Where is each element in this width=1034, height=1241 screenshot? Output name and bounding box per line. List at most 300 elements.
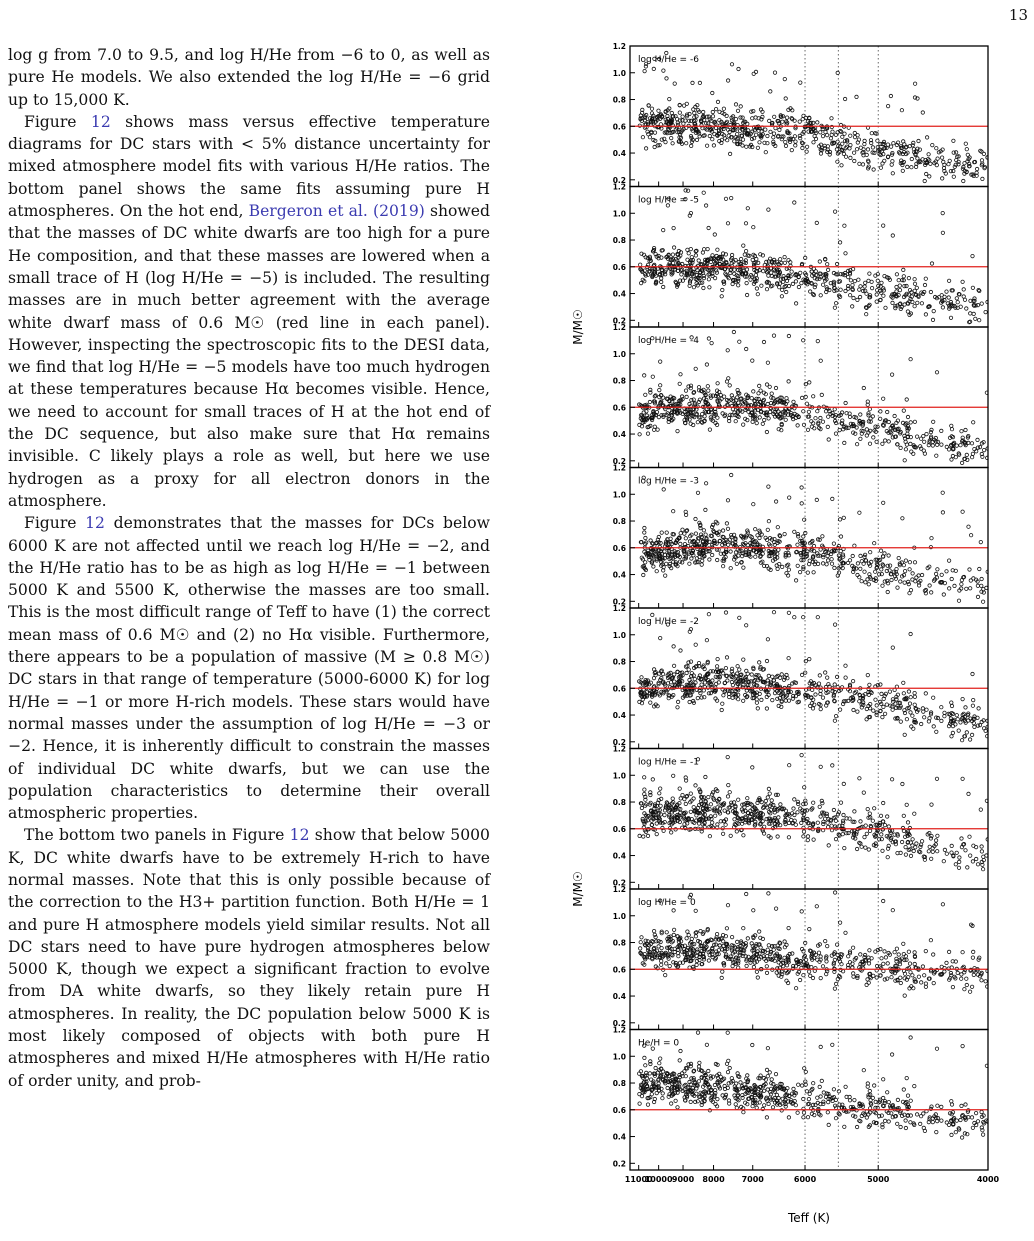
data-point: [960, 739, 963, 742]
data-point: [728, 791, 731, 794]
data-point: [821, 562, 824, 565]
data-point: [924, 692, 927, 695]
data-point: [814, 137, 817, 140]
data-point: [903, 581, 906, 584]
data-point: [768, 410, 771, 413]
data-point: [893, 414, 896, 417]
data-point: [687, 668, 690, 671]
data-point: [943, 711, 946, 714]
data-point: [702, 529, 705, 532]
data-point: [932, 696, 935, 699]
data-point: [830, 562, 833, 565]
data-point: [904, 845, 907, 848]
data-point: [844, 676, 847, 679]
data-point: [902, 692, 905, 695]
data-point: [776, 567, 779, 570]
data-point: [964, 142, 967, 145]
data-point: [961, 510, 964, 513]
data-point: [958, 856, 961, 859]
data-point: [920, 573, 923, 576]
data-point: [705, 639, 708, 642]
data-point: [862, 791, 865, 794]
data-point: [694, 935, 697, 938]
data-point: [981, 600, 984, 603]
data-point: [917, 975, 920, 978]
data-point: [840, 130, 843, 133]
data-point: [974, 317, 977, 320]
data-point: [883, 439, 886, 442]
data-point: [948, 159, 951, 162]
data-point: [968, 990, 971, 993]
data-point: [784, 418, 787, 421]
citation-link[interactable]: 12: [290, 826, 310, 844]
y-tick-label: 1.2: [613, 464, 626, 473]
data-point: [796, 424, 799, 427]
data-point: [879, 410, 882, 413]
data-point: [760, 284, 763, 287]
data-point: [821, 134, 824, 137]
data-point: [812, 141, 815, 144]
data-point: [874, 698, 877, 701]
scatter-points: [638, 51, 989, 182]
data-point: [917, 139, 920, 142]
data-point: [879, 417, 882, 420]
data-point: [931, 444, 934, 447]
data-point: [945, 570, 948, 573]
data-point: [804, 958, 807, 961]
y-tick-label: 0.2: [613, 457, 626, 466]
text-run: shows mass versus effective temperature diagrams for DC stars with < 5% distance uncertainty for mixed atmosphere model fits with various H/He ratios. The bottom panel shows the same fits assuming pure H atmospheres. On the hot end,: [8, 113, 490, 220]
data-point: [708, 558, 711, 561]
data-point: [866, 148, 869, 151]
data-point: [930, 262, 933, 265]
data-point: [644, 393, 647, 396]
data-point: [693, 677, 696, 680]
data-point: [780, 295, 783, 298]
data-point: [820, 799, 823, 802]
data-point: [793, 798, 796, 801]
data-point: [722, 694, 725, 697]
data-point: [756, 707, 759, 710]
data-point: [742, 658, 745, 661]
y-tick-label: 0.4: [613, 430, 626, 439]
data-point: [911, 714, 914, 717]
data-point: [796, 543, 799, 546]
data-point: [929, 837, 932, 840]
data-point: [858, 288, 861, 291]
data-point: [673, 82, 676, 85]
data-point: [909, 854, 912, 857]
data-point: [682, 104, 685, 107]
data-point: [688, 700, 691, 703]
data-point: [664, 574, 667, 577]
data-point: [644, 536, 647, 539]
data-point: [856, 710, 859, 713]
data-point: [932, 981, 935, 984]
data-point: [910, 725, 913, 728]
data-point: [831, 764, 834, 767]
data-point: [772, 611, 775, 614]
figure-panel: [613, 183, 989, 328]
data-point: [940, 429, 943, 432]
citation-link[interactable]: Bergeron et al. (2019): [249, 202, 425, 220]
data-point: [925, 708, 928, 711]
data-point: [778, 128, 781, 131]
data-point: [765, 659, 768, 662]
data-point: [733, 140, 736, 143]
data-point: [851, 305, 854, 308]
data-point: [700, 683, 703, 686]
data-point: [849, 156, 852, 159]
data-point: [984, 980, 987, 983]
data-point: [890, 163, 893, 166]
data-point: [638, 433, 641, 436]
data-point: [950, 701, 953, 704]
data-point: [956, 718, 959, 721]
data-point: [707, 337, 710, 340]
data-point: [777, 816, 780, 819]
data-point: [833, 719, 836, 722]
data-point: [689, 810, 692, 813]
data-point: [656, 428, 659, 431]
data-point: [730, 473, 733, 476]
data-point: [839, 801, 842, 804]
data-point: [751, 359, 754, 362]
data-point: [643, 526, 646, 529]
data-point: [897, 556, 900, 559]
data-point: [870, 280, 873, 283]
data-point: [913, 695, 916, 698]
data-point: [924, 588, 927, 591]
citation-link[interactable]: 12: [85, 514, 105, 532]
data-point: [763, 418, 766, 421]
data-point: [769, 90, 772, 93]
data-point: [941, 231, 944, 234]
data-point: [916, 157, 919, 160]
data-point: [671, 797, 674, 800]
data-point: [800, 281, 803, 284]
data-point: [852, 296, 855, 299]
data-point: [882, 501, 885, 504]
y-tick-label: 0.4: [613, 571, 626, 580]
data-point: [794, 987, 797, 990]
y-tick-label: 1.2: [613, 604, 626, 613]
data-point: [905, 718, 908, 721]
data-point: [654, 394, 657, 397]
data-point: [694, 784, 697, 787]
data-point: [844, 252, 847, 255]
data-point: [704, 533, 707, 536]
data-point: [738, 340, 741, 343]
data-point: [793, 530, 796, 533]
data-point: [899, 720, 902, 723]
data-point: [741, 144, 744, 147]
data-point: [833, 566, 836, 569]
data-point: [642, 835, 645, 838]
data-point: [853, 810, 856, 813]
data-point: [906, 821, 909, 824]
data-point: [825, 563, 828, 566]
data-point: [777, 548, 780, 551]
data-point: [679, 532, 682, 535]
data-point: [774, 500, 777, 503]
data-point: [694, 643, 697, 646]
y-tick-label: 1.2: [613, 323, 626, 332]
data-point: [851, 679, 854, 682]
data-point: [702, 191, 705, 194]
data-point: [940, 719, 943, 722]
data-point: [927, 850, 930, 853]
data-point: [970, 442, 973, 445]
data-point: [793, 201, 796, 204]
data-point: [685, 671, 688, 674]
data-point: [694, 532, 697, 535]
data-point: [971, 286, 974, 289]
data-point: [784, 140, 787, 143]
data-point: [767, 274, 770, 277]
data-point: [737, 798, 740, 801]
data-point: [648, 400, 651, 403]
paragraph: [8, 44, 490, 111]
data-point: [980, 979, 983, 982]
data-point: [915, 842, 918, 845]
data-point: [913, 282, 916, 285]
y-tick-label: 0.2: [613, 176, 626, 185]
data-point: [866, 807, 869, 810]
data-point: [678, 111, 681, 114]
data-point: [785, 290, 788, 293]
data-point: [794, 144, 797, 147]
data-point: [908, 568, 911, 571]
data-point: [982, 448, 985, 451]
data-point: [668, 964, 671, 967]
data-point: [714, 814, 717, 817]
y-tick-label: 0.4: [613, 149, 626, 158]
data-point: [761, 422, 764, 425]
data-point: [671, 142, 674, 145]
data-point: [858, 777, 861, 780]
data-point: [784, 144, 787, 147]
data-point: [965, 587, 968, 590]
data-point: [836, 160, 839, 163]
data-point: [780, 673, 783, 676]
data-point: [648, 136, 651, 139]
data-point: [860, 845, 863, 848]
y-tick-label: 1.0: [613, 490, 626, 499]
data-point: [922, 449, 925, 452]
data-point: [805, 145, 808, 148]
data-point: [652, 929, 655, 932]
data-point: [955, 851, 958, 854]
data-point: [800, 558, 803, 561]
data-point: [659, 360, 662, 363]
data-point: [966, 866, 969, 869]
data-point: [880, 281, 883, 284]
data-point: [842, 782, 845, 785]
y-tick-label: 1.2: [613, 745, 626, 754]
data-point: [702, 274, 705, 277]
data-point: [911, 844, 914, 847]
data-point: [940, 706, 943, 709]
data-point: [703, 681, 706, 684]
data-point: [934, 839, 937, 842]
data-point: [761, 820, 764, 823]
data-point: [882, 899, 885, 902]
data-point: [869, 551, 872, 554]
data-point: [770, 799, 773, 802]
data-point: [655, 570, 658, 573]
data-point: [788, 764, 791, 767]
data-point: [865, 832, 868, 835]
data-point: [664, 140, 667, 143]
data-point: [980, 850, 983, 853]
data-point: [765, 707, 768, 710]
data-point: [724, 823, 727, 826]
data-point: [758, 536, 761, 539]
data-point: [646, 432, 649, 435]
data-point: [887, 440, 890, 443]
data-point: [779, 803, 782, 806]
data-point: [737, 67, 740, 70]
data-point: [941, 306, 944, 309]
data-point: [754, 555, 757, 558]
data-point: [920, 722, 923, 725]
data-point: [705, 363, 708, 366]
data-point: [796, 800, 799, 803]
data-point: [668, 97, 671, 100]
data-point: [679, 373, 682, 376]
text-run: The bottom two panels in Figure: [24, 826, 290, 844]
data-point: [687, 933, 690, 936]
data-point: [957, 729, 960, 732]
data-point: [875, 440, 878, 443]
data-point: [954, 863, 957, 866]
data-point: [693, 111, 696, 114]
data-point: [657, 109, 660, 112]
data-point: [731, 282, 734, 285]
data-point: [851, 283, 854, 286]
data-point: [879, 166, 882, 169]
data-point: [742, 423, 745, 426]
data-point: [941, 491, 944, 494]
data-point: [975, 167, 978, 170]
data-point: [670, 136, 673, 139]
panel-label: log H/He = -5: [638, 196, 699, 206]
data-point: [887, 420, 890, 423]
data-point: [639, 947, 642, 950]
data-point: [844, 401, 847, 404]
data-point: [902, 268, 905, 271]
data-point: [957, 866, 960, 869]
data-point: [872, 168, 875, 171]
data-point: [756, 976, 759, 979]
data-point: [843, 441, 846, 444]
data-point: [835, 148, 838, 151]
data-point: [908, 702, 911, 705]
data-point: [768, 385, 771, 388]
data-point: [890, 373, 893, 376]
data-point: [855, 95, 858, 98]
data-point: [660, 531, 663, 534]
data-point: [868, 829, 871, 832]
data-point: [724, 197, 727, 200]
data-point: [908, 561, 911, 564]
data-point: [953, 584, 956, 587]
data-point: [834, 432, 837, 435]
data-point: [794, 579, 797, 582]
data-point: [802, 830, 805, 833]
data-point: [755, 701, 758, 704]
data-point: [901, 169, 904, 172]
data-point: [962, 179, 965, 182]
data-point: [704, 775, 707, 778]
data-point: [847, 275, 850, 278]
data-point: [766, 134, 769, 137]
data-point: [857, 278, 860, 281]
data-point: [899, 580, 902, 583]
data-point: [923, 283, 926, 286]
data-point: [796, 564, 799, 567]
data-point: [839, 549, 842, 552]
data-point: [904, 559, 907, 562]
y-tick-label: 1.0: [613, 209, 626, 218]
data-point: [840, 164, 843, 167]
data-point: [929, 939, 932, 942]
data-point: [873, 807, 876, 810]
data-point: [941, 177, 944, 180]
data-point: [919, 437, 922, 440]
data-point: [814, 417, 817, 420]
data-point: [956, 301, 959, 304]
data-point: [826, 821, 829, 824]
data-point: [712, 144, 715, 147]
data-point: [909, 421, 912, 424]
data-point: [947, 279, 950, 282]
data-point: [904, 448, 907, 451]
data-point: [907, 276, 910, 279]
data-point: [959, 721, 962, 724]
data-point: [891, 646, 894, 649]
data-point: [902, 275, 905, 278]
data-point: [662, 69, 665, 72]
data-point: [739, 257, 742, 260]
data-point: [766, 402, 769, 405]
data-point: [672, 928, 675, 931]
data-point: [745, 281, 748, 284]
data-point: [752, 909, 755, 912]
data-point: [706, 385, 709, 388]
data-point: [702, 248, 705, 251]
text-run: showed that the masses of DC white dwarfs are too high for a pure He composition, and that these masses are lowered when a small trace of H (log H/He = −5) is included. The resulting masses are in much better agreement with the average white dwarf mass of 0.6 M☉ (red line in each panel). However, inspecting the spectroscopic fits to the DESI data, we find that log H/He = −5 models have too much hydrogen at these temperatures because Hα becomes visible. Hence, we need to account for small traces of H at the hot end of the DC sequence, but also make sure that Hα remains invisible. C likely plays a role as well, but here we use hydrogen as a proxy for all electron donors in the atmosphere.: [8, 202, 490, 510]
data-point: [950, 851, 953, 854]
data-point: [982, 152, 985, 155]
data-point: [950, 735, 953, 738]
figure-panel: [613, 464, 990, 609]
citation-link[interactable]: 12: [91, 113, 111, 131]
data-point: [700, 563, 703, 566]
data-point: [742, 927, 745, 930]
data-point: [863, 570, 866, 573]
data-point: [676, 121, 679, 124]
scatter-points: [638, 611, 990, 742]
data-point: [865, 313, 868, 316]
data-point: [932, 725, 935, 728]
data-point: [947, 950, 950, 953]
data-point: [803, 786, 806, 789]
data-point: [971, 254, 974, 257]
panel-frame: [630, 468, 988, 609]
data-point: [833, 683, 836, 686]
